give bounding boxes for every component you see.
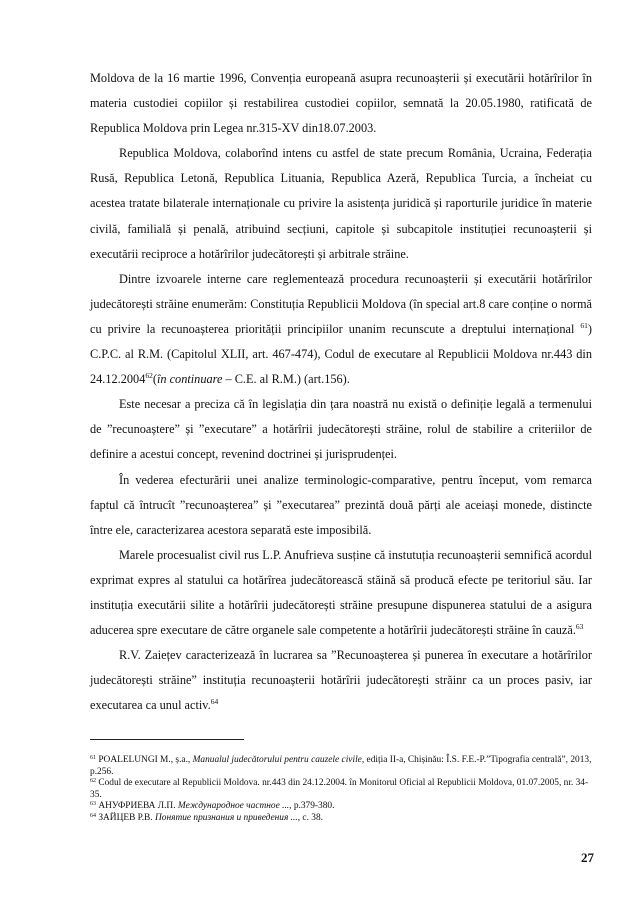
text-run: Este necesar a preciza că în legislația din țara noastră nu există o definiție legală a termenului de ”recunoaștere” și ”executare” a hotărîrii judecătorești străine, rolul de stabilire a criteriilor de definire a acestui concept, revenind doctrinei și jurisprudenței. [90,397,592,462]
text-run: POALELUNGI M., ș.a., [96,755,193,765]
footnote-ref: 62 [145,371,153,381]
page-number: 27 [581,850,594,865]
footnote-ref: 62 [90,778,96,785]
text-run: АНУФРИЕВА Л.П. [96,801,178,812]
text-run: ) C.P.C. al R.M. (Capitolul XLII, art. 467-474), Codul de executare al Republicii Moldova nr.443 din 24.12.2004 [90,321,592,387]
text-run: , p.379-380. [289,801,335,812]
text-run: Moldova de la 16 martie 1996, Convenția europeană asupra recunoașterii și executării hotărîrilor în materia custodiei copiilor și restabilirea custodiei copiilor, semnată la 20.05.1980, ratificată de Republica Moldova prin Legea nr.315-XV din18.07.2003. [90,71,592,136]
italic-text: în continuare [156,372,223,387]
text-run: Republica Moldova, colaborînd intens cu astfel de state precum România, Ucraina, Federația Rusă, Republica Letonă, Republica Lituania, Republica Azeră, Republica Turcia, a încheiat cu acestea tratate bilaterale internaționale cu privire la asistența juridică și raporturile juridice în materie civilă, familială și penală, atribuind secțiuni, capitole și subcapitole instituției recunoașterii și executării reciproce a hotărîrilor judecătorești și arbitrale străine. [90,146,592,261]
paragraph [90,141,592,266]
text-run: În vederea efecturării unei analize terminologic-comparative, pentru început, vom remarca faptul că întrucît ”recunoașterea” și ”executarea” prezintă două părți ale aceiași monede, distincte între ele, caracterizarea acestora separată este imposibilă. [90,472,592,537]
footnote [90,755,592,778]
paragraph [90,643,592,718]
text-run: – C.E. al R.M.) (art.156). [222,372,350,387]
footnote-ref: 61 [90,755,96,761]
footnotes [90,755,592,825]
footnote [90,813,592,825]
footnote [90,778,592,801]
footnote-ref: 63 [575,622,584,632]
text-run: ediția II-a, Chișinău: Î.S. F.E.-P.”Tipografia centrală”, 2013, p.256. [90,755,592,777]
paragraph [90,543,592,643]
footnote-ref: 63 [90,801,96,808]
italic-text: Понятие признания и приведения ... [155,812,298,823]
text-run: Dintre izvoarele interne care reglementează procedura recunoașterii și executării hotărîrilor judecătorești străine enumerăm: Constituția Republicii Moldova (în special art.8 care conține o normă cu privire la recunoașterea priorității principiilor unanim recunscute a dreptului internațional [90,271,592,336]
text-run: , c. 38. [297,812,323,823]
italic-text: Международное частное ... [177,801,290,812]
footnote-ref: 64 [90,812,96,819]
text-run: ЗАЙЦЕВ Р.В. [96,812,155,823]
body-text [90,66,592,718]
paragraph [90,392,592,467]
text-run: Marele procesualist civil rus L.P. Anufrieva susține că instutuția recunoașterii semnifică acordul exprimat expres al statului ca hotărîrea judecătorească stăină să producă efecte pe teritoriul său. Iar instituția executării silite a hotărîrii judecătorești străine presupune dispunerea statului de a asigura aducerea spre executare de către organele sale competente a hotărîrii judecătorești străine în cauză. [90,547,592,638]
text-run: R.V. Zaiețev caracterizează în lucrarea sa ”Recunoașterea și punerea în executare a hotărîrilor judecătorești străine” instituția recunoașterii hotărîrii judecătorești străinr ca un proces pasiv, iar executarea ca unul activ. [90,648,592,713]
footnote [90,801,592,813]
text-run: Codul de executare al Republicii Moldova. nr.443 din 24.12.2004. în Monitorul Oficial al Republicii Moldova, 01.07.2005, nr. 34-35. [90,778,589,800]
paragraph [90,66,592,141]
footnote-ref: 64 [210,697,219,707]
footnote-ref: 61 [580,320,588,330]
footnote-separator [90,739,244,740]
italic-text: Manualul judecătorului pentru cauzele civile, [192,755,365,765]
paragraph [90,267,592,392]
paragraph [90,468,592,543]
text-run: ( [152,372,157,387]
